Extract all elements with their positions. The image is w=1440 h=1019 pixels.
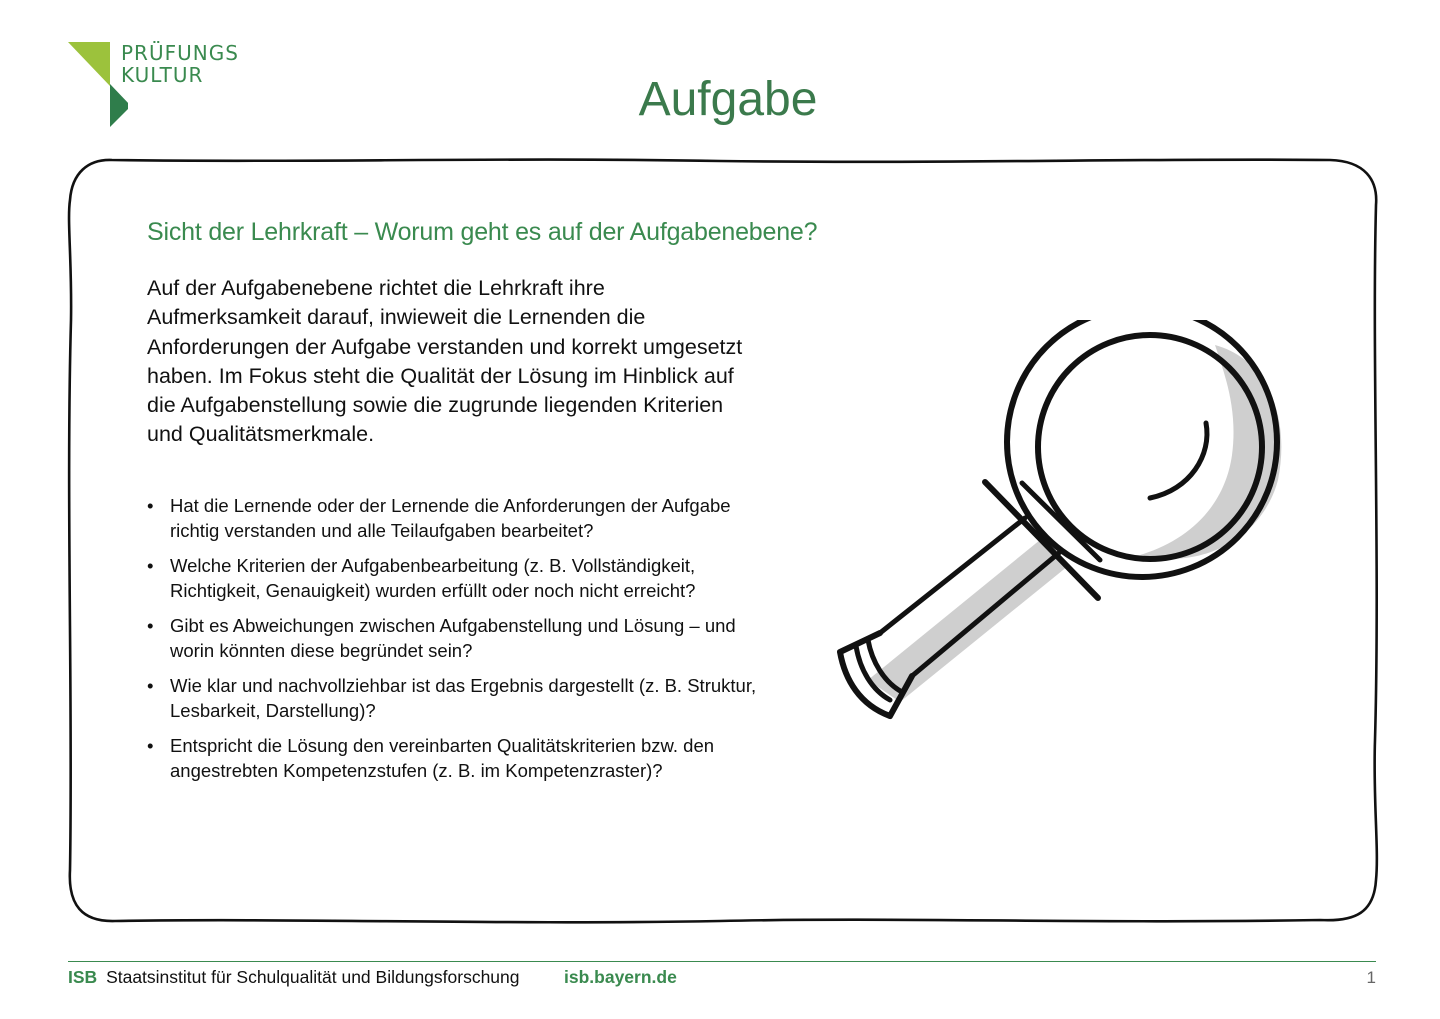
question-text: Welche Kriterien der Aufgabenbearbeitung (z. B. Vollständigkeit, Richtigkeit, Genauigkeit) wurden erfüllt oder noch nicht erreicht? <box>170 555 696 601</box>
question-list <box>147 494 767 794</box>
intro-paragraph: Auf der Aufgabenebene richtet die Lehrkraft ihre Aufmerksamkeit darauf, inwieweit die Lernenden die Anforderungen der Aufgabe verstanden und korrekt umgesetzt haben. Im Fokus steht die Qualität der Lösung im Hinblick auf die Aufgabenstellung sowie die zugrunde liegenden Kriterien und Qualitätsmerkmale. <box>147 276 743 447</box>
footer <box>68 967 677 988</box>
bullet-icon: • <box>147 495 154 516</box>
logo-line-1: PRÜFUNGS <box>121 41 239 65</box>
isb-logo-text: ISB <box>68 967 98 987</box>
page-title: Aufgabe <box>638 73 818 126</box>
question-item <box>147 494 767 543</box>
footer-divider <box>68 961 1376 962</box>
bullet-icon: • <box>147 555 154 576</box>
question-item <box>147 674 767 723</box>
question-item <box>147 614 767 663</box>
question-text: Hat die Lernende oder der Lernende die Anforderungen der Aufgabe richtig verstanden und alle Teilaufgaben bearbeitet? <box>170 495 731 541</box>
logo-line-2: KULTUR <box>121 63 204 87</box>
question-text: Gibt es Abweichungen zwischen Aufgabenstellung und Lösung – und worin könnten diese begründet sein? <box>170 615 736 661</box>
page-number: 1 <box>1366 968 1376 987</box>
bullet-icon: • <box>147 675 154 696</box>
question-text: Wie klar und nachvollziehbar ist das Ergebnis dargestellt (z. B. Struktur, Lesbarkeit, Darstellung)? <box>170 675 757 721</box>
bullet-icon: • <box>147 735 154 756</box>
question-item <box>147 734 767 783</box>
magnifying-glass-icon <box>830 320 1300 740</box>
institute-name: Staatsinstitut für Schulqualität und Bildungsforschung <box>106 967 520 987</box>
bullet-icon: • <box>147 615 154 636</box>
website-link[interactable]: isb.bayern.de <box>564 967 677 987</box>
card-heading: Sicht der Lehrkraft – Worum geht es auf der Aufgabenebene? <box>147 218 818 246</box>
question-text: Entspricht die Lösung den vereinbarten Qualitätskriterien bzw. den angestrebten Kompetenzstufen (z. B. im Kompetenzraster)? <box>170 735 715 781</box>
question-item <box>147 554 767 603</box>
